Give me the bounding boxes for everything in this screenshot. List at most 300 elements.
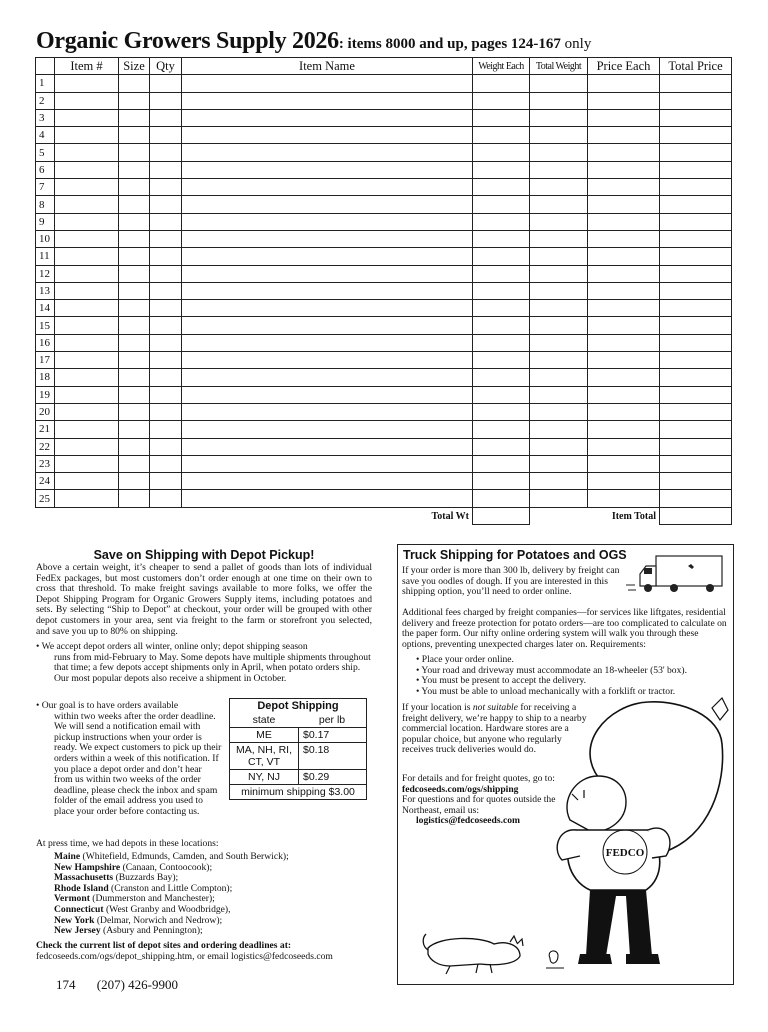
item-total-field[interactable] [660, 507, 732, 524]
item-name-field[interactable] [182, 92, 473, 109]
total-weight-field[interactable] [530, 127, 588, 144]
total-weight-field[interactable] [530, 317, 588, 334]
price-each-field[interactable] [588, 421, 660, 438]
item-number-field[interactable] [55, 196, 119, 213]
item-number-field[interactable] [55, 386, 119, 403]
item-name-field[interactable] [182, 265, 473, 282]
total-price-field[interactable] [660, 248, 732, 265]
total-weight-field[interactable] [530, 421, 588, 438]
total-weight-field[interactable] [530, 438, 588, 455]
item-number-field[interactable] [55, 161, 119, 178]
item-number-field[interactable] [55, 213, 119, 230]
size-field[interactable] [119, 473, 150, 490]
total-price-field[interactable] [660, 109, 732, 126]
row-number: 8 [36, 196, 55, 213]
price-each-field[interactable] [588, 282, 660, 299]
price-each-field[interactable] [588, 438, 660, 455]
table-row [36, 300, 732, 317]
size-field[interactable] [119, 300, 150, 317]
weight-each-field[interactable] [473, 334, 530, 351]
list-item: • You must be able to unload mechanically with a forklift or tractor. [416, 685, 676, 697]
item-number-field[interactable] [55, 490, 119, 507]
total-price-field[interactable] [660, 386, 732, 403]
order-table-body [36, 75, 732, 507]
table-row [36, 144, 732, 161]
total-weight-field[interactable] [530, 282, 588, 299]
total-weight-field[interactable] [530, 75, 588, 92]
total-weight-field[interactable] [530, 248, 588, 265]
qty-field[interactable] [150, 490, 182, 507]
total-price-field[interactable] [660, 75, 732, 92]
item-number-field[interactable] [55, 334, 119, 351]
size-field[interactable] [119, 92, 150, 109]
check-link-text[interactable]: fedcoseeds.com/ogs/depot_shipping.htm, or email logistics@fedcoseeds.com [36, 950, 333, 962]
item-name-field[interactable] [182, 455, 473, 472]
total-price-field[interactable] [660, 352, 732, 369]
total-price-field[interactable] [660, 282, 732, 299]
total-price-field[interactable] [660, 179, 732, 196]
truck-intro: If your order is more than 300 lb, delivery by freight can save you oodles of dough. If you are interested in this shipping option, you’ll need to order online. [402, 565, 620, 598]
qty-field[interactable] [150, 386, 182, 403]
total-weight-field[interactable] [530, 179, 588, 196]
qty-field[interactable] [150, 127, 182, 144]
qty-field[interactable] [150, 403, 182, 420]
size-field[interactable] [119, 230, 150, 247]
total-price-field[interactable] [660, 421, 732, 438]
depot-rate: $0.17 [303, 729, 330, 741]
qty-field[interactable] [150, 75, 182, 92]
size-field[interactable] [119, 265, 150, 282]
price-each-field[interactable] [588, 248, 660, 265]
size-field[interactable] [119, 282, 150, 299]
depot-press-time: At press time, we had depots in these locations: [36, 838, 219, 849]
qty-field[interactable] [150, 144, 182, 161]
row-number: 3 [36, 109, 55, 126]
total-weight-field[interactable] [530, 334, 588, 351]
row-number: 12 [36, 265, 55, 282]
row-number: 19 [36, 386, 55, 403]
depot-minimum: minimum shipping $3.00 [230, 784, 366, 799]
total-price-field[interactable] [660, 144, 732, 161]
list-item: Connecticut (West Granby and Woodbridge), [54, 903, 231, 915]
size-field[interactable] [119, 386, 150, 403]
size-field[interactable] [119, 369, 150, 386]
total-price-field[interactable] [660, 196, 732, 213]
total-weight-field[interactable] [530, 352, 588, 369]
col-weight-each: Weight Each [473, 58, 530, 75]
depot-state: MA, NH, RI, CT, VT [230, 743, 299, 769]
list-item: Massachusetts (Buzzards Bay); [54, 872, 179, 884]
weight-each-field[interactable] [473, 109, 530, 126]
item-name-field[interactable] [182, 75, 473, 92]
total-price-field[interactable] [660, 473, 732, 490]
corner-cell [36, 58, 55, 75]
item-number-field[interactable] [55, 317, 119, 334]
page-title [36, 28, 591, 55]
row-number: 15 [36, 317, 55, 334]
item-number-field[interactable] [55, 230, 119, 247]
row-number: 16 [36, 334, 55, 351]
truck-contact: For details and for freight quotes, go to: fedcoseeds.com/ogs/shipping For questions and for quotes outside the Northeast, email us: logistics@fedcoseeds.com [402, 774, 572, 827]
cat-illustration [420, 928, 570, 976]
row-number: 10 [36, 230, 55, 247]
row-number: 24 [36, 473, 55, 490]
item-name-field[interactable] [182, 352, 473, 369]
table-row [36, 490, 732, 507]
total-weight-field[interactable] [530, 473, 588, 490]
qty-field[interactable] [150, 179, 182, 196]
weight-each-field[interactable] [473, 92, 530, 109]
qty-field[interactable] [150, 248, 182, 265]
price-each-field[interactable] [588, 352, 660, 369]
item-number-field[interactable] [55, 403, 119, 420]
table-row [36, 248, 732, 265]
price-each-field[interactable] [588, 144, 660, 161]
size-field[interactable] [119, 490, 150, 507]
price-each-field[interactable] [588, 196, 660, 213]
item-name-field[interactable] [182, 438, 473, 455]
row-number: 7 [36, 179, 55, 196]
price-each-field[interactable] [588, 109, 660, 126]
item-number-field[interactable] [55, 300, 119, 317]
list-item: • Your road and driveway must accommodate an 18-wheeler (53' box). [416, 664, 687, 676]
qty-field[interactable] [150, 300, 182, 317]
total-price-field[interactable] [660, 438, 732, 455]
total-weight-field[interactable] [530, 109, 588, 126]
total-price-field[interactable] [660, 369, 732, 386]
qty-field[interactable] [150, 230, 182, 247]
price-each-field[interactable] [588, 490, 660, 507]
total-weight-field[interactable] [530, 92, 588, 109]
total-wt-label: Total Wt [431, 510, 469, 522]
list-item: • You must be present to accept the delivery. [416, 675, 587, 687]
item-number-field[interactable] [55, 109, 119, 126]
weight-each-field[interactable] [473, 265, 530, 282]
item-name-field[interactable] [182, 317, 473, 334]
item-name-field[interactable] [182, 213, 473, 230]
size-field[interactable] [119, 403, 150, 420]
table-row [36, 282, 732, 299]
list-item: New Hampshire (Canaan, Contoocook); [54, 861, 213, 873]
row-number: 20 [36, 403, 55, 420]
table-row [36, 317, 732, 334]
total-price-field[interactable] [660, 161, 732, 178]
price-each-field[interactable] [588, 179, 660, 196]
total-weight-field[interactable] [530, 369, 588, 386]
truck-fees: Additional fees charged by freight companies—for services like liftgates, residential delivery and freeze protection for potato orders—are too complicated to calculate on the paper form. Our nifty online ordering system will walk you through these options, preventing unexpected charges later on. Requirements: [402, 607, 727, 650]
total-price-field[interactable] [660, 265, 732, 282]
depot-section-title: Save on Shipping with Depot Pickup! [93, 548, 315, 562]
price-each-field[interactable] [588, 213, 660, 230]
item-number-field[interactable] [55, 92, 119, 109]
table-row [36, 369, 732, 386]
page-number: 174 [56, 977, 76, 992]
table-row [36, 334, 732, 351]
item-number-field[interactable] [55, 282, 119, 299]
depot-rate: $0.29 [303, 771, 330, 783]
total-price-field[interactable] [660, 317, 732, 334]
total-price-field[interactable] [660, 92, 732, 109]
total-weight-field[interactable] [530, 144, 588, 161]
weight-each-field[interactable] [473, 386, 530, 403]
price-each-field[interactable] [588, 473, 660, 490]
item-name-field[interactable] [182, 196, 473, 213]
qty-field[interactable] [150, 92, 182, 109]
table-row [36, 196, 732, 213]
item-name-field[interactable] [182, 248, 473, 265]
bullet-goal-first: • Our goal is to have orders available [36, 700, 179, 711]
size-field[interactable] [119, 196, 150, 213]
table-row [36, 230, 732, 247]
weight-each-field[interactable] [473, 317, 530, 334]
qty-field[interactable] [150, 161, 182, 178]
item-name-field[interactable] [182, 369, 473, 386]
qty-field[interactable] [150, 334, 182, 351]
price-each-field[interactable] [588, 317, 660, 334]
qty-field[interactable] [150, 352, 182, 369]
title-text: Organic Growers Supply 2026 [36, 28, 339, 54]
table-row [36, 473, 732, 490]
size-field[interactable] [119, 334, 150, 351]
depot-rate: $0.18 [303, 744, 330, 756]
price-each-field[interactable] [588, 455, 660, 472]
item-number-field[interactable] [55, 179, 119, 196]
item-number-field[interactable] [55, 455, 119, 472]
item-name-field[interactable] [182, 282, 473, 299]
totals-row [36, 507, 732, 524]
qty-field[interactable] [150, 265, 182, 282]
size-field[interactable] [119, 213, 150, 230]
weight-each-field[interactable] [473, 144, 530, 161]
row-number: 25 [36, 490, 55, 507]
depot-state: ME [230, 728, 299, 742]
total-weight-field[interactable] [530, 230, 588, 247]
item-number-field[interactable] [55, 127, 119, 144]
item-number-field[interactable] [55, 438, 119, 455]
bullet-goal-rest: within two weeks after the order deadline. We will send a notification email with pickup instructions when your order is ready. We expect customers to pick up their orders within a week of this notification. If you place a depot order and don’t hear from us within two weeks of the order deadline, please check the inbox and spam folder of the email address you used to place your order before contacting us. [54, 710, 222, 817]
list-item: New Jersey (Asbury and Pennington); [54, 925, 203, 937]
depot-shipping-table [229, 698, 367, 800]
depot-table-header [230, 713, 366, 727]
price-each-field[interactable] [588, 230, 660, 247]
item-name-field[interactable] [182, 127, 473, 144]
row-number: 18 [36, 369, 55, 386]
size-field[interactable] [119, 179, 150, 196]
price-each-field[interactable] [588, 403, 660, 420]
depot-rate-row [230, 727, 366, 742]
weight-each-field[interactable] [473, 230, 530, 247]
item-number-field[interactable] [55, 144, 119, 161]
size-field[interactable] [119, 455, 150, 472]
price-each-field[interactable] [588, 334, 660, 351]
total-price-field[interactable] [660, 127, 732, 144]
total-weight-field[interactable] [530, 196, 588, 213]
weight-each-field[interactable] [473, 75, 530, 92]
total-price-field[interactable] [660, 300, 732, 317]
item-name-field[interactable] [182, 300, 473, 317]
logistics-email[interactable]: logistics@fedcoseeds.com [416, 815, 521, 827]
truck-icon [626, 552, 726, 594]
total-price-field[interactable] [660, 213, 732, 230]
weight-each-field[interactable] [473, 490, 530, 507]
size-field[interactable] [119, 352, 150, 369]
item-number-field[interactable] [55, 265, 119, 282]
size-field[interactable] [119, 317, 150, 334]
weight-each-field[interactable] [473, 421, 530, 438]
size-field[interactable] [119, 127, 150, 144]
qty-field[interactable] [150, 317, 182, 334]
total-weight-field[interactable] [530, 455, 588, 472]
table-row [36, 75, 732, 92]
order-table [35, 57, 732, 525]
col-item-number: Item # [55, 58, 119, 75]
weight-each-field[interactable] [473, 455, 530, 472]
weight-each-field[interactable] [473, 369, 530, 386]
bullet-season-rest: runs from mid-February to May. Some depots have multiple shipments throughout that time; a few depots accept shipments only in April, when potato orders ship. Our most popular depots also receive a shipment in October. [54, 651, 371, 684]
weight-each-field[interactable] [473, 352, 530, 369]
list-item: Maine (Whitefield, Edmunds, Camden, and South Berwick); [54, 851, 289, 862]
weight-each-field[interactable] [473, 127, 530, 144]
size-field[interactable] [119, 109, 150, 126]
weight-each-field[interactable] [473, 179, 530, 196]
item-name-field[interactable] [182, 109, 473, 126]
table-row [36, 438, 732, 455]
price-each-field[interactable] [588, 75, 660, 92]
total-weight-field[interactable] [530, 403, 588, 420]
table-row [36, 352, 732, 369]
item-number-field[interactable] [55, 352, 119, 369]
item-number-field[interactable] [55, 369, 119, 386]
price-each-field[interactable] [588, 300, 660, 317]
weight-each-field[interactable] [473, 282, 530, 299]
row-number: 11 [36, 248, 55, 265]
item-name-field[interactable] [182, 334, 473, 351]
qty-field[interactable] [150, 282, 182, 299]
price-each-field[interactable] [588, 265, 660, 282]
item-name-field[interactable] [182, 230, 473, 247]
item-number-field[interactable] [55, 248, 119, 265]
list-item: Vermont (Dummerston and Manchester); [54, 893, 215, 905]
qty-field[interactable] [150, 473, 182, 490]
depot-rate-row [230, 742, 366, 769]
item-name-field[interactable] [182, 490, 473, 507]
total-price-field[interactable] [660, 334, 732, 351]
weight-each-field[interactable] [473, 438, 530, 455]
col-total-price: Total Price [660, 58, 732, 75]
total-price-field[interactable] [660, 490, 732, 507]
table-row [36, 213, 732, 230]
size-field[interactable] [119, 421, 150, 438]
depot-col-rate: per lb [318, 714, 346, 726]
row-number: 22 [36, 438, 55, 455]
weight-each-field[interactable] [473, 248, 530, 265]
size-field[interactable] [119, 248, 150, 265]
subtitle-pages: 124-167 [510, 36, 561, 52]
qty-field[interactable] [150, 369, 182, 386]
row-number: 21 [36, 421, 55, 438]
size-field[interactable] [119, 144, 150, 161]
row-number: 17 [36, 352, 55, 369]
table-row [36, 92, 732, 109]
total-weight-field[interactable] [530, 300, 588, 317]
row-number: 5 [36, 144, 55, 161]
price-each-field[interactable] [588, 161, 660, 178]
item-name-field[interactable] [182, 144, 473, 161]
item-number-field[interactable] [55, 421, 119, 438]
price-each-field[interactable] [588, 92, 660, 109]
table-row [36, 386, 732, 403]
weight-each-field[interactable] [473, 196, 530, 213]
item-number-field[interactable] [55, 75, 119, 92]
row-number: 23 [36, 455, 55, 472]
size-field[interactable] [119, 75, 150, 92]
price-each-field[interactable] [588, 369, 660, 386]
check-heading: Check the current list of depot sites and ordering deadlines at: [36, 940, 292, 951]
list-item: • Place your order online. [416, 654, 514, 665]
row-number: 13 [36, 282, 55, 299]
total-price-field[interactable] [660, 455, 732, 472]
total-weight-field[interactable] [530, 386, 588, 403]
table-row [36, 421, 732, 438]
total-weight-field[interactable] [530, 213, 588, 230]
subtitle-post: only [560, 36, 592, 52]
col-size: Size [119, 58, 150, 75]
depot-location-list [54, 852, 374, 937]
table-row [36, 265, 732, 282]
total-price-field[interactable] [660, 230, 732, 247]
total-weight-field[interactable] [530, 161, 588, 178]
qty-field[interactable] [150, 421, 182, 438]
weight-each-field[interactable] [473, 213, 530, 230]
weight-each-field[interactable] [473, 473, 530, 490]
qty-field[interactable] [150, 196, 182, 213]
price-each-field[interactable] [588, 127, 660, 144]
item-name-field[interactable] [182, 161, 473, 178]
item-name-field[interactable] [182, 473, 473, 490]
qty-field[interactable] [150, 213, 182, 230]
price-each-field[interactable] [588, 386, 660, 403]
item-name-field[interactable] [182, 386, 473, 403]
total-weight-field[interactable] [530, 265, 588, 282]
table-row [36, 127, 732, 144]
weight-each-field[interactable] [473, 161, 530, 178]
depot-intro: Above a certain weight, it’s cheaper to send a pallet of goods than lots of individual FedEx packages, but most customers don’t order enough at one time on their own to cross that threshold. To make freight savings available to more folks, we offer the Depot Shipping Program for Organic Growers Supply items, including potatoes and sets. By selecting “Ship to Depot” at checkout, your order will be grouped with other depot customers in your area, sent via freight to the farm or storefront you selected, and save you up to 80% on shipping. [36, 562, 372, 637]
qty-field[interactable] [150, 109, 182, 126]
sack-label: FEDCO [605, 847, 645, 859]
subtitle-pre: : items 8000 and up, pages [338, 36, 511, 52]
size-field[interactable] [119, 161, 150, 178]
freight-link[interactable]: fedcoseeds.com/ogs/shipping [402, 783, 519, 795]
qty-field[interactable] [150, 455, 182, 472]
depot-bullet-season [36, 642, 372, 684]
qty-field[interactable] [150, 438, 182, 455]
total-weight-field[interactable] [530, 490, 588, 507]
depot-rate-row [230, 769, 366, 784]
col-price-each: Price Each [588, 58, 660, 75]
total-wt-field[interactable] [473, 507, 530, 524]
table-row [36, 403, 732, 420]
item-name-field[interactable] [182, 179, 473, 196]
size-field[interactable] [119, 438, 150, 455]
item-number-field[interactable] [55, 473, 119, 490]
row-number: 4 [36, 127, 55, 144]
item-name-field[interactable] [182, 421, 473, 438]
truck-section-title: Truck Shipping for Potatoes and OGS [403, 548, 627, 562]
total-price-field[interactable] [660, 403, 732, 420]
item-name-field[interactable] [182, 403, 473, 420]
weight-each-field[interactable] [473, 300, 530, 317]
weight-each-field[interactable] [473, 403, 530, 420]
